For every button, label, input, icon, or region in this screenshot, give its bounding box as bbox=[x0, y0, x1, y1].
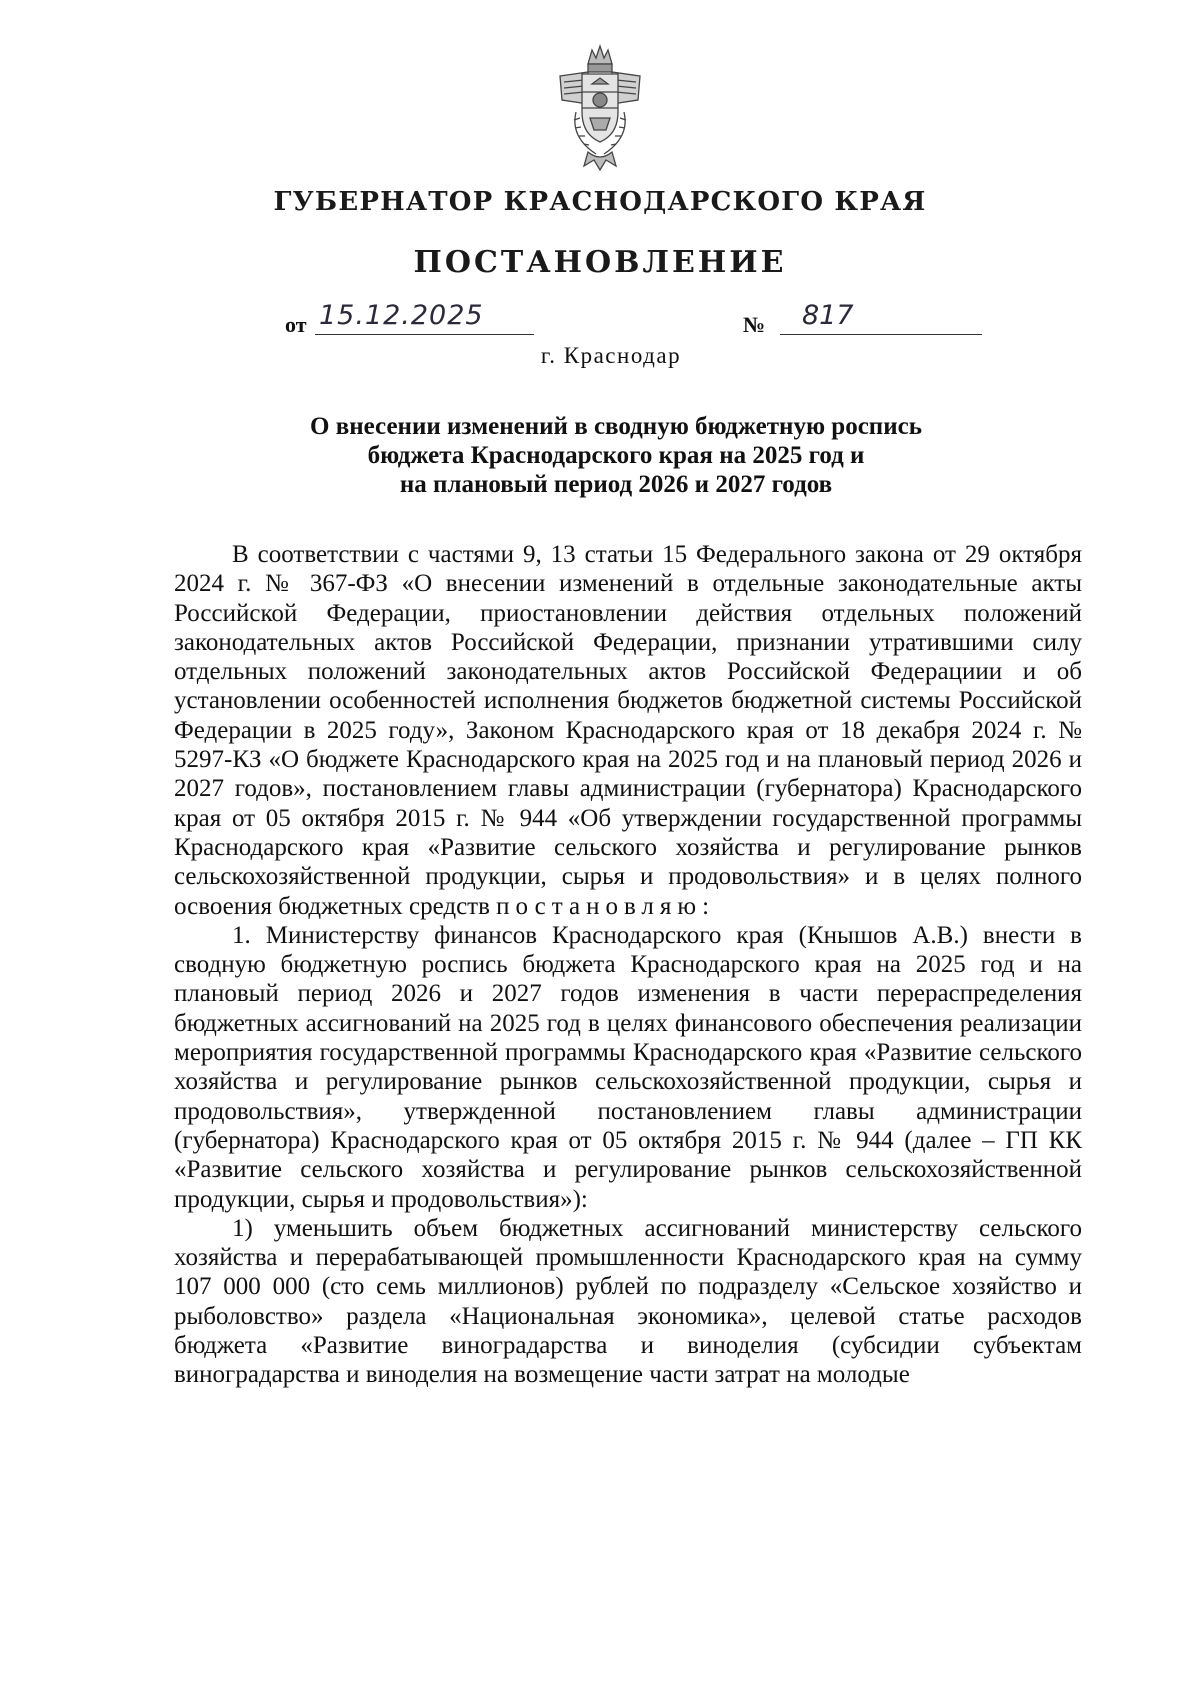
document-date: 15.12.2025 bbox=[315, 300, 534, 335]
coat-of-arms-emblem bbox=[548, 42, 653, 174]
clause-1: 1. Министерству финансов Краснодарского края (Кнышов А.В.) внести в сводную бюджетную роспись бюджета Краснодарского края на 2025 год и на плановый период 2026 и 2027 годов изменения в части перераспределения бюджетных ассигнований на 2025 год в целях финансового обеспечения реализации мероприятия государственной программы Краснодарского края «Развитие сельского хозяйства и регулирование рынков сельскохозяйственной продукции, сырья и продовольствия», утвержденной постановлением главы администрации (губернатора) Краснодарского края от 05 октября 2015 г. № 944 (далее – ГП КК «Развитие сельского хозяйства и регулирование рынков сельскохозяйственной продукции, сырья и продовольствия»): bbox=[174, 921, 1082, 1213]
document-body bbox=[174, 540, 1082, 1390]
preamble-text: В соответствии с частями 9, 13 статьи 15 Федерального закона от 29 октября 2024 г. № 367-ФЗ «О внесении изменений в отдельные законодательные акты Российской Федерации, приостановлении действия отдельных положений законодательных актов Российской Федерации, признании утратившими силу отдельных положений законодательных актов Российской Федерациии и об установлении особенностей исполнения бюджетов бюджетной системы Российской Федерации в 2025 году», Законом Краснодарского края от 18 декабря 2024 г. № 5297-КЗ «О бюджете Краснодарского края на 2025 год и на плановый период 2026 и 2027 годов», постановлением главы администрации (губернатора) Краснодарского края от 05 октября 2015 г. № 944 «Об утверждении государственной программы Краснодарского края «Развитие сельского хозяйства и регулирование рынков сельскохозяйственной продукции, сырья и продовольствия» и в целях полного освоения бюджетных средств bbox=[174, 541, 1082, 920]
date-prefix: от bbox=[285, 312, 307, 337]
issuing-authority: ГУБЕРНАТОР КРАСНОДАРСКОГО КРАЯ bbox=[273, 187, 927, 217]
title-line: бюджета Краснодарского края на 2025 год и bbox=[367, 442, 865, 469]
title-line: О внесении изменений в сводную бюджетную роспись bbox=[310, 413, 922, 440]
document-title bbox=[0, 412, 1200, 499]
decree-suffix: : bbox=[702, 892, 710, 920]
title-line: на плановый период 2026 и 2027 годов bbox=[399, 471, 833, 498]
subclause-1: 1) уменьшить объем бюджетных ассигнований министерству сельского хозяйства и перерабатывающей промышленности Краснодарского края на сумму 107 000 000 (сто семь миллионов) рублей по подразделу «Сельское хозяйство и рыболовство» раздела «Национальная экономика», целевой статье расходов бюджета «Развитие виноградарства и виноделия (субсидии субъектам виноградарства и виноделия на возмещение части затрат на молодые bbox=[174, 1214, 1082, 1389]
document-number: 817 bbox=[780, 300, 982, 335]
decree-word: постановляю bbox=[496, 892, 703, 920]
city: г. Краснодар bbox=[540, 343, 682, 368]
date-number-row bbox=[285, 300, 965, 344]
number-prefix: № bbox=[743, 312, 766, 337]
document-type: ПОСТАНОВЛЕНИЕ bbox=[413, 245, 787, 280]
preamble-paragraph bbox=[174, 540, 1082, 921]
